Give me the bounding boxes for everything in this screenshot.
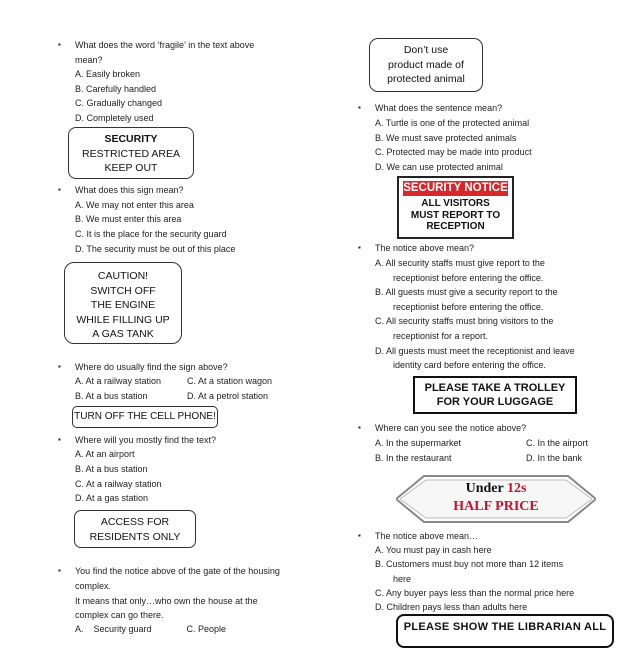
option-b[interactable]: B. At a bus station: [75, 391, 148, 401]
option-b[interactable]: B. At a bus station: [75, 464, 148, 474]
caution-sign: [64, 262, 182, 344]
sign-line: RESIDENTS ONLY: [89, 530, 181, 543]
option-d[interactable]: D. All guests must meet the receptionist and leave: [375, 346, 575, 356]
sign-line: A GAS TANK: [92, 328, 154, 340]
residents-only-sign: [74, 510, 196, 548]
trolley-sign: [413, 376, 577, 414]
question-text: Where do usually find the sign above?: [75, 362, 228, 372]
sign-line: FOR YOUR LUGGAGE: [436, 396, 554, 408]
sign-line: Don’t use: [403, 44, 449, 56]
question-text: The notice above mean…: [375, 531, 479, 541]
option-a[interactable]: A. Turtle is one of the protected animal: [375, 118, 530, 128]
option-b[interactable]: B. We must save protected animals: [375, 133, 517, 143]
sign-line: ALL VISITORS: [421, 198, 490, 209]
bullet-icon: ▪: [358, 423, 361, 432]
bullet-icon: ▪: [358, 103, 361, 112]
option-a[interactable]: A. All security staffs must give report to the: [375, 258, 545, 268]
sign-line: ACCESS FOR: [100, 516, 170, 528]
option-a[interactable]: A. In the supermarket: [375, 438, 462, 448]
option-b-cont: here: [393, 574, 412, 584]
bullet-icon: ▪: [358, 243, 361, 252]
option-c[interactable]: C. All security staffs must bring visitors to the: [375, 316, 554, 326]
option-partial[interactable]: A. Security guard C. People: [75, 624, 227, 634]
option-c-cont: receptionist for a report.: [393, 331, 489, 341]
question-text: Where can you see the notice above?: [375, 423, 527, 433]
question-text: Where will you mostly find the text?: [75, 435, 217, 445]
option-b[interactable]: B. In the restaurant: [375, 453, 452, 463]
banner-under: Under: [465, 481, 507, 496]
option-c[interactable]: C. Any buyer pays less than the normal price here: [375, 588, 575, 598]
banner-half-price: HALF PRICE: [453, 499, 539, 514]
option-b[interactable]: B. Customers must buy not more than 12 items: [375, 559, 564, 569]
option-d[interactable]: D. At a gas station: [75, 493, 149, 503]
bullet-icon: ▪: [58, 566, 61, 575]
sign-line: MUST REPORT TO: [410, 209, 501, 221]
bullet-icon: ▪: [358, 531, 361, 540]
option-d[interactable]: D. In the bank: [526, 453, 583, 463]
option-d[interactable]: D. Completely used: [75, 113, 154, 123]
question-text: What does the word ‘fragile’ in the text above: [75, 40, 255, 50]
librarian-sign: [396, 614, 614, 648]
option-b-cont: receptionist before entering the office.: [393, 302, 544, 312]
option-c[interactable]: C. It is the place for the security guard: [75, 229, 227, 239]
banner-number: 12s: [506, 481, 527, 496]
option-c[interactable]: C. At a station wagon: [187, 376, 273, 386]
option-d-cont: identity card before entering the office.: [393, 360, 546, 370]
sign-line: SECURITY: [104, 133, 158, 145]
cell-phone-sign: TURN OFF THE CELL PHONE!: [72, 406, 218, 428]
option-d[interactable]: D. The security must be out of this place: [75, 244, 236, 254]
option-c[interactable]: C. Protected may be made into product: [375, 147, 532, 157]
bullet-icon: ▪: [58, 362, 61, 371]
sign-line: CAUTION!: [97, 270, 149, 282]
sign-header: SECURITY NOTICE: [403, 182, 508, 194]
sign-line: SWITCH OFF: [90, 284, 156, 297]
question-text: What does this sign mean?: [75, 185, 184, 195]
sign-line: product made of: [388, 58, 464, 71]
question-text-cont: It means that only…who own the house at the: [75, 596, 258, 606]
sign-line: RECEPTION: [426, 221, 485, 232]
security-notice-sign: [397, 176, 514, 239]
option-a[interactable]: A. At a railway station: [75, 376, 162, 386]
option-d[interactable]: D. Children pays less than adults here: [375, 602, 528, 612]
option-a-cont: receptionist before entering the office.: [393, 273, 544, 283]
question-text: What does the sentence mean?: [375, 103, 503, 113]
option-b[interactable]: B. Carefully handled: [75, 84, 157, 94]
option-c[interactable]: C. In the airport: [526, 438, 589, 448]
bullet-icon: ▪: [58, 185, 61, 194]
sign-line: protected animal: [387, 73, 465, 85]
option-c[interactable]: C. Gradually changed: [75, 98, 163, 108]
option-a[interactable]: A. We may not enter this area: [75, 200, 194, 210]
option-d[interactable]: D. At a petrol station: [187, 391, 269, 401]
option-b[interactable]: B. All guests must give a security report to the: [375, 287, 558, 297]
sign-line: WHILE FILLING UP: [76, 313, 170, 326]
question-text: You find the notice above of the gate of the housing: [75, 566, 280, 576]
option-c[interactable]: C. At a railway station: [75, 479, 162, 489]
bullet-icon: ▪: [58, 40, 61, 49]
security-restricted-sign: [68, 127, 194, 179]
option-a[interactable]: A. Easily broken: [75, 69, 141, 79]
question-text-cont: mean?: [75, 55, 103, 65]
option-a[interactable]: A. You must pay in cash here: [375, 545, 492, 555]
half-price-banner: [396, 475, 596, 523]
sign-line: RESTRICTED AREA: [81, 147, 181, 160]
question-text-cont: complex can go there.: [75, 610, 164, 620]
bullet-icon: ▪: [58, 435, 61, 444]
option-d[interactable]: D. We can use protected animal: [375, 162, 503, 172]
sign-line: PLEASE TAKE A TROLLEY: [424, 382, 566, 394]
option-a[interactable]: A. At an airport: [75, 449, 135, 459]
sign-line: PLEASE SHOW THE LIBRARIAN ALL: [403, 621, 607, 633]
protected-animal-sign: [369, 38, 483, 92]
sign-line: KEEP OUT: [104, 162, 158, 174]
question-text-cont: complex.: [75, 581, 112, 591]
question-text: The notice above mean?: [375, 243, 475, 253]
sign-line: THE ENGINE: [90, 299, 156, 311]
option-b[interactable]: B. We must enter this area: [75, 214, 182, 224]
